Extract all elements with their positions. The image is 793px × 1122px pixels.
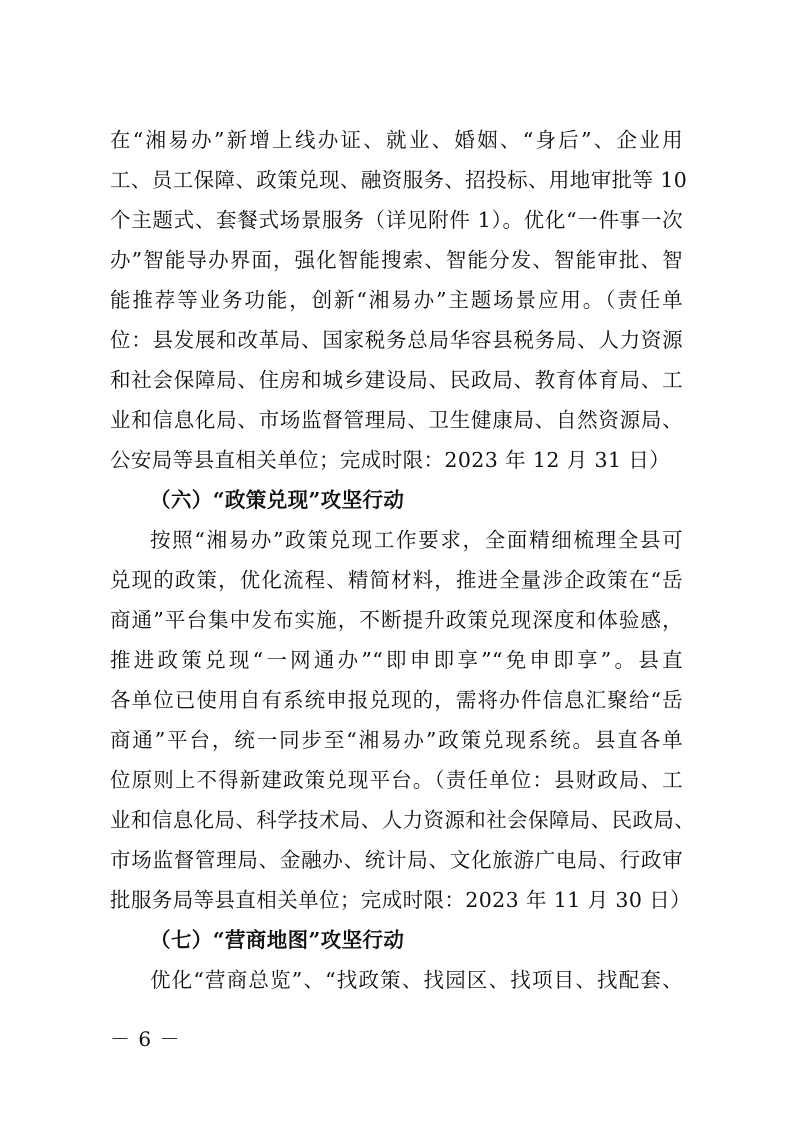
page-number: － 6 － [110, 1027, 181, 1051]
body-line-2: 工、员工保障、政策兑现、融资服务、招投标、用地审批等 10 [110, 168, 688, 192]
body-line-18: 业和信息化局、科学技术局、人力资源和社会保障局、民政局、 [110, 808, 696, 832]
body-line-20: 批服务局等县直相关单位；完成时限：2023 年 11 月 30 日） [110, 888, 692, 912]
section-heading-six: （六）“政策兑现”攻坚行动 [150, 488, 405, 512]
body-line-6: 位：县发展和改革局、国家税务总局华容县税务局、人力资源 [110, 328, 683, 352]
body-line-9: 公安局等县直相关单位；完成时限：2023 年 12 月 31 日） [110, 448, 671, 472]
body-line-8: 业和信息化局、市场监督管理局、卫生健康局、自然资源局、 [110, 408, 683, 432]
body-line-17: 位原则上不得新建政策兑现平台。（责任单位：县财政局、工 [110, 768, 683, 792]
body-line-14: 推进政策兑现“一网通办”“即申即享”“免申即享”。县直 [110, 648, 683, 672]
body-line-1: 在“湘易办”新增上线办证、就业、婚姻、“身后”、企业用 [110, 128, 683, 152]
body-line-3: 个主题式、套餐式场景服务（详见附件 1）。优化“一件事一次 [110, 208, 683, 232]
body-line-7: 和社会保障局、住房和城乡建设局、民政局、教育体育局、工 [110, 368, 683, 392]
body-line-11: 按照“湘易办”政策兑现工作要求，全面精细梳理全县可 [150, 528, 683, 552]
body-line-13: 商通”平台集中发布实施，不断提升政策兑现深度和体验感， [110, 608, 683, 632]
body-line-4: 办”智能导办界面，强化智能搜索、智能分发、智能审批、智 [110, 248, 683, 272]
body-line-15: 各单位已使用自有系统申报兑现的，需将办件信息汇聚给“岳 [110, 688, 683, 712]
body-line-19: 市场监督管理局、金融办、统计局、文化旅游广电局、行政审 [110, 848, 683, 872]
body-line-16: 商通”平台，统一同步至“湘易办”政策兑现系统。县直各单 [110, 728, 683, 752]
section-heading-seven: （七）“营商地图”攻坚行动 [150, 928, 405, 952]
body-line-22: 优化“营商总览”、“找政策、找园区、找项目、找配套、 [150, 968, 683, 992]
body-line-12: 兑现的政策，优化流程、精简材料，推进全量涉企政策在“岳 [110, 568, 683, 592]
body-line-5: 能推荐等业务功能，创新“湘易办”主题场景应用。（责任单 [110, 288, 683, 312]
